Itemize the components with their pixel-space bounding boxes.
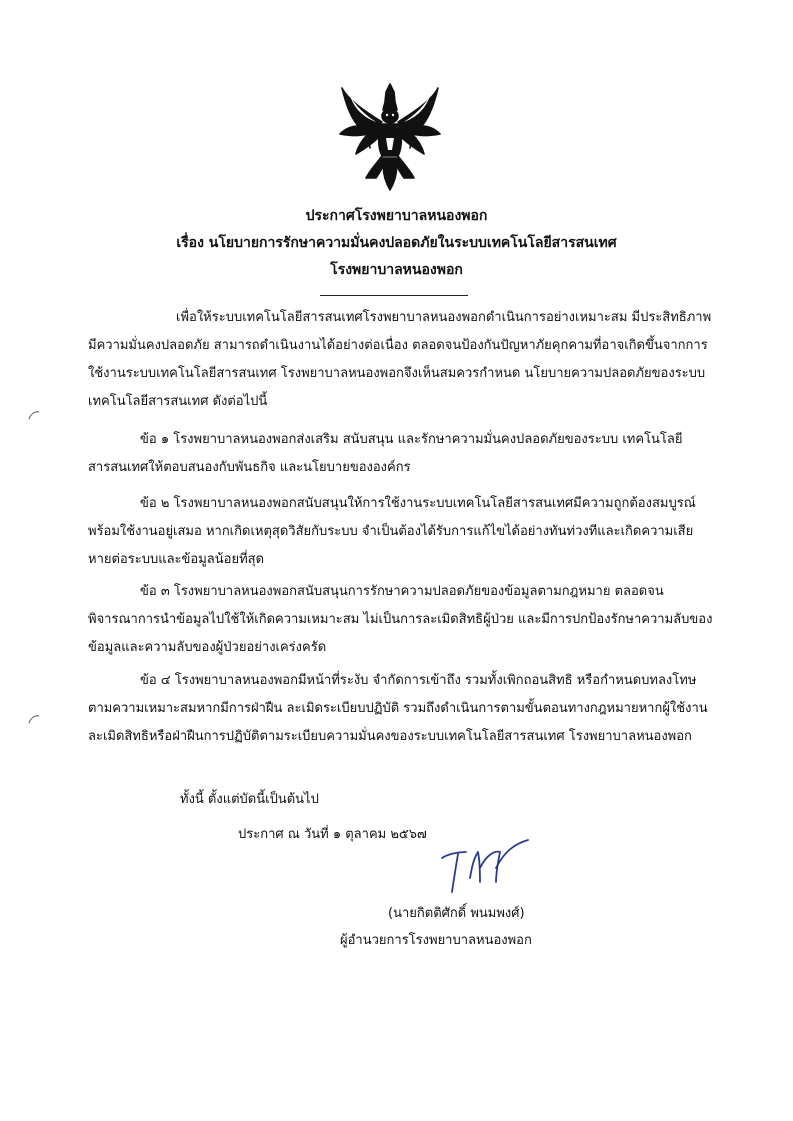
effective-statement: ทั้งนี้ ตั้งแต่บัดนี้เป็นต้นไป	[180, 792, 319, 807]
announcement-organization: โรงพยาบาลหนองพอก	[330, 262, 463, 278]
intro-paragraph: เพื่อให้ระบบเทคโนโลยีสารสนเทศโรงพยาบาลหนองพอกดำเนินการอย่างเหมาะสม มีประสิทธิภาพ มีความมั่นคงปลอดภัย สามารถดำเนินงานได้อย่างต่อเนื่อง ตลอดจนป้องกันปัญหาภัยคุกคามที่อาจเกิดขึ้นจากการใช้งานระบบเทคโนโลยีสารสนเทศ โรงพยาบาลหนองพอกจึงเห็นสมควรกำหนด นโยบายความปลอดภัยของระบบเทคโนโลยีสารสนเทศ ดังต่อไปนี้	[88, 310, 712, 409]
garuda-emblem-icon	[336, 82, 444, 192]
announcement-subject: เรื่อง นโยบายการรักษาความมั่นคงปลอดภัยในระบบเทคโนโลยีสารสนเทศ	[176, 235, 617, 251]
title-divider	[320, 295, 468, 296]
announcement-title: ประกาศโรงพยาบาลหนองพอก	[305, 208, 488, 224]
handwritten-signature-icon	[440, 838, 530, 898]
policy-item-4: ข้อ ๔ โรงพยาบาลหนองพอกมีหน้าที่ระงับ จำกัดการเข้าถึง รวมทั้งเพิกถอนสิทธิ หรือกำหนดบทลงโทษตามความเหมาะสมหากมีการฝ่าฝืน ละเมิดระเบียบปฏิบัติ รวมถึงดำเนินการตามขั้นตอนทางกฎหมายหากผู้ใช้งานละเมิดสิทธิหรือฝ่าฝืนการปฏิบัติตามระเบียบความมั่นคงของระบบเทคโนโลยีสารสนเทศ โรงพยาบาลหนองพอก	[88, 673, 708, 744]
policy-item-3: ข้อ ๓ โรงพยาบาลหนองพอกสนับสนุนการรักษาความปลอดภัยของข้อมูลตามกฎหมาย ตลอดจนพิจารณาการนำข้อมูลไปใช้ให้เกิดความเหมาะสม ไม่เป็นการละเมิดสิทธิผู้ป่วย และมีการปกป้องรักษาความลับของข้อมูลและความลับของผู้ป่วยอย่างเคร่งครัด	[88, 584, 713, 655]
signatory-name: (นายกิตติศักดิ์ พนมพงศ์)	[388, 906, 525, 921]
signatory-position: ผู้อำนวยการโรงพยาบาลหนองพอก	[340, 933, 532, 948]
scan-margin-mark	[28, 714, 40, 724]
announcement-date: ประกาศ ณ วันที่ ๑ ตุลาคม ๒๕๖๗	[238, 827, 427, 842]
scan-margin-mark	[28, 410, 40, 420]
policy-item-2: ข้อ ๒ โรงพยาบาลหนองพอกสนับสนุนให้การใช้งานระบบเทคโนโลยีสารสนเทศมีความถูกต้องสมบูรณ์พร้อมใช้งานอยู่เสมอ หากเกิดเหตุสุดวิสัยกับระบบ จำเป็นต้องได้รับการแก้ไขได้อย่างทันท่วงทีและเกิดความเสียหายต่อระบบและข้อมูลน้อยที่สุด	[88, 496, 696, 567]
policy-item-1: ข้อ ๑ โรงพยาบาลหนองพอกส่งเสริม สนับสนุน และรักษาความมั่นคงปลอดภัยของระบบ เทคโนโลยีสารสนเทศให้ตอบสนองกับพันธกิจ และนโยบายขององค์กร	[88, 432, 683, 475]
